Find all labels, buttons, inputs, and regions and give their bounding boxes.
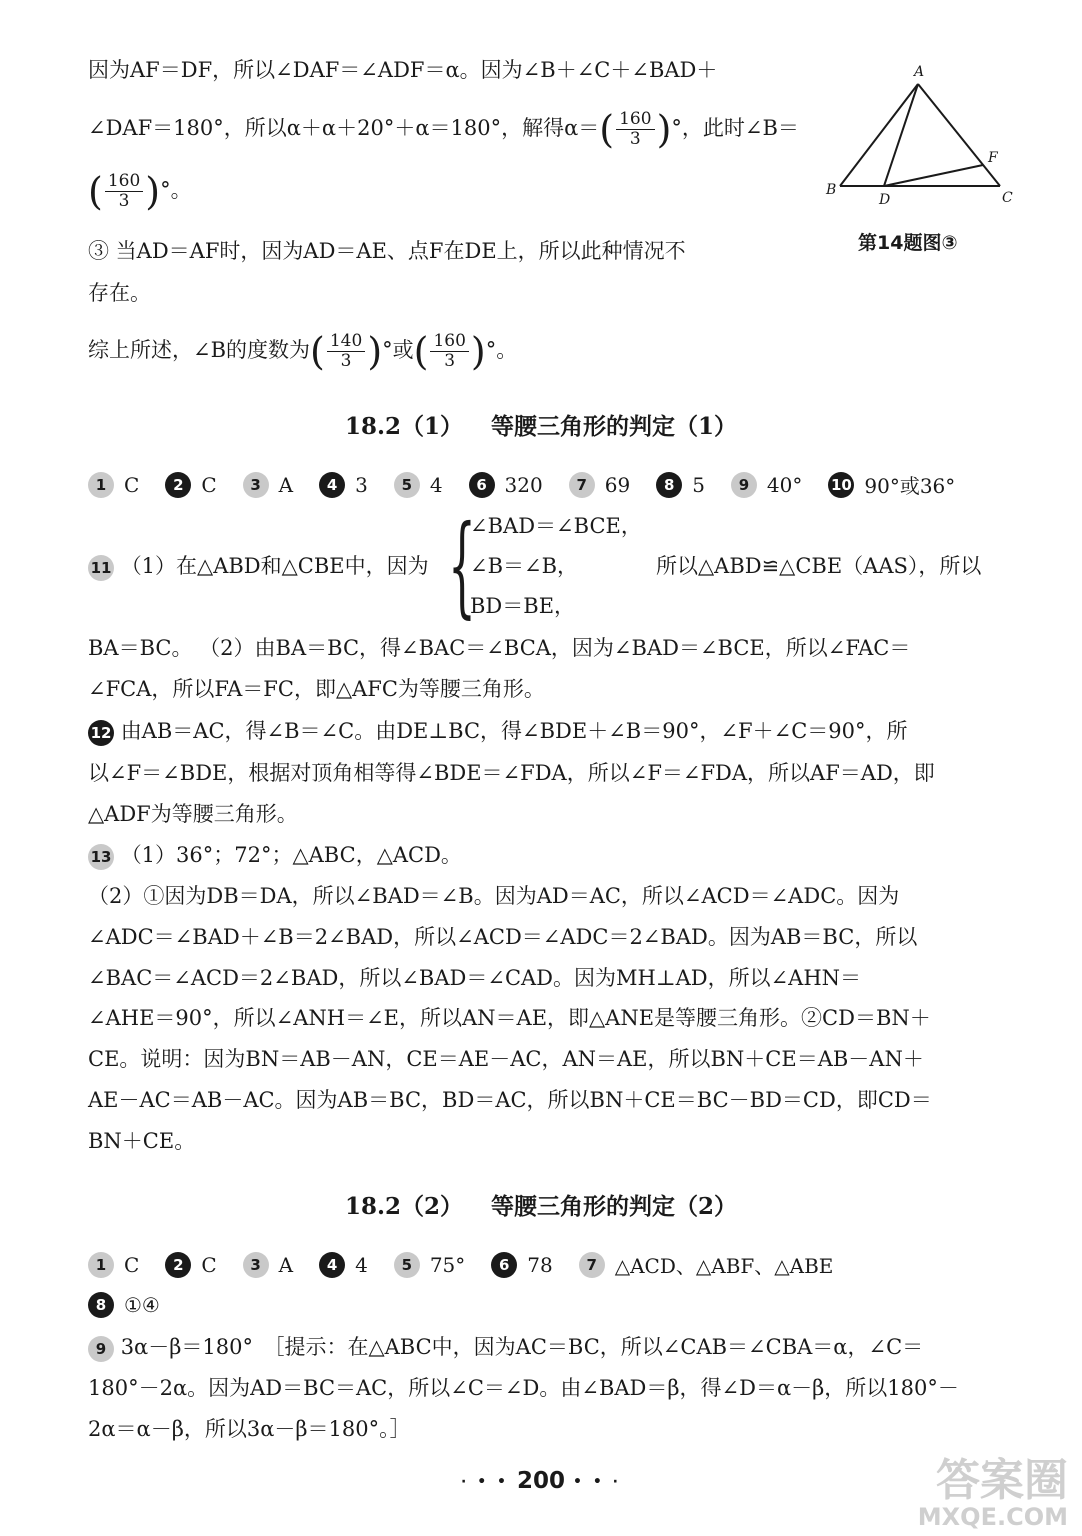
q9-line: 9 3α－β＝180° ［提示：在△ABC中，因为AC＝BC，所以∠CAB＝∠CBA＝α，∠C＝: [88, 1332, 923, 1362]
question-badge: 8: [88, 1292, 114, 1318]
answer-value: 90°或36°: [864, 474, 956, 498]
question-badge: 4: [319, 472, 345, 498]
answer-value: 320: [504, 472, 543, 497]
watermark-logo: 答案圈: [936, 1455, 1068, 1506]
answer-item: [394, 1252, 465, 1278]
section-title: 等腰三角形的判定（1）: [491, 413, 738, 440]
question-badge: 3: [243, 472, 269, 498]
question-badge: 13: [88, 844, 114, 870]
section-heading: [0, 408, 1082, 441]
question-badge: 5: [394, 472, 420, 498]
text-line: 180°－2α。因为AD＝BC＝AC，所以∠C＝∠D。由∠BAD＝β，得∠D＝α－β，所以180°－: [88, 1376, 959, 1400]
answer-value: 4: [355, 1252, 368, 1277]
answer-value: 75°: [429, 1252, 466, 1277]
question-badge: 1: [88, 1252, 114, 1278]
label-a: A: [914, 64, 925, 80]
question-badge: 5: [394, 1252, 420, 1278]
answer-item: [165, 472, 216, 498]
text-line: BN＋CE。: [88, 1129, 196, 1153]
section-number: 18.2（1）: [344, 413, 463, 440]
answer-value: C: [124, 1252, 140, 1277]
answer-item: [569, 472, 630, 498]
question-badge: 9: [731, 472, 757, 498]
answer-item: [165, 1252, 216, 1278]
question-badge: 1: [88, 472, 114, 498]
text-line: 因为AF＝DF，所以∠DAF＝∠ADF＝α。因为∠B＋∠C＋∠BAD＋: [88, 58, 718, 82]
text-line: AE－AC＝AB－AC。因为AB＝BC，BD＝AC，所以BN＋CE＝BC－BD＝CD，即CD＝: [88, 1088, 932, 1112]
answer-item: [469, 472, 543, 498]
text-line: 2α＝α－β，所以3α－β＝180°。］: [88, 1417, 411, 1441]
answer-item: [88, 1252, 139, 1278]
condition-line: ∠BAD＝∠BCE，: [470, 514, 642, 538]
label-c: C: [1002, 190, 1013, 206]
watermark-url: MXQE.COM: [917, 1503, 1068, 1531]
label-b: B: [826, 182, 837, 198]
answer-value: 69: [604, 472, 631, 497]
text-line: ( $\frac{160}{3}$ )°。: [88, 169, 192, 214]
watermark: [917, 1455, 1068, 1531]
answer-value: 40°: [766, 472, 803, 497]
q11-line: 11 （1）在△ABD和△CBE中，因为: [88, 551, 429, 581]
page-number: 200: [516, 1468, 565, 1494]
q12-line: 12 由AB＝AC，得∠B＝∠C。由DE⊥BC，得∠BDE＋∠B＝90°，∠F＋∠C＝90°，所: [88, 716, 908, 746]
figure-caption: 第14题图③: [858, 232, 958, 254]
answer-item: [579, 1250, 834, 1279]
question-badge: 12: [88, 720, 114, 746]
answer-item: [243, 472, 293, 498]
q13-line: 13 （1）36°；72°；△ABC，△ACD。: [88, 840, 462, 870]
question-badge: 3: [243, 1252, 269, 1278]
question-badge: 2: [165, 472, 191, 498]
fraction: $\frac{160}{3}$: [430, 332, 468, 371]
answer-value: A: [278, 1252, 294, 1277]
fraction: $\frac{140}{3}$: [327, 332, 365, 371]
answer-item: [88, 472, 139, 498]
text-line: ∠ADC＝∠BAD＋∠B＝2∠BAD，所以∠ACD＝∠ADC＝2∠BAD。因为AB＝BC，所以: [88, 925, 918, 949]
text-line: 所以△ABD≌△CBE（AAS），所以: [656, 554, 982, 578]
answer-item: [491, 1252, 552, 1278]
section-number: 18.2（2）: [344, 1193, 463, 1220]
answer-value: A: [278, 472, 294, 497]
fraction: $\frac{160}{3}$: [616, 110, 654, 149]
answer-value: C: [201, 472, 217, 497]
question-badge: 9: [88, 1336, 114, 1362]
text-line: ③ 当AD＝AF时，因为AD＝AE、点F在DE上，所以此种情况不: [88, 239, 686, 263]
answer-item: [656, 472, 705, 498]
answer-item: [319, 1252, 368, 1278]
segment-df: [884, 165, 983, 186]
section-title: 等腰三角形的判定（2）: [491, 1193, 738, 1220]
segment-ad: [884, 84, 918, 186]
condition-line: BD＝BE，: [470, 594, 576, 618]
question-badge: 8: [656, 472, 682, 498]
text-line: 综上所述，∠B的度数为( $\frac{140}{3}$ )°或( $\frac{160}{3}$ )°。: [88, 329, 518, 374]
answer-value: C: [124, 472, 140, 497]
condition-line: ∠B＝∠B，: [470, 554, 579, 578]
text-line: ∠BAC＝∠ACD＝2∠BAD，所以∠BAD＝∠CAD。因为MH⊥AD，所以∠AHN＝: [88, 966, 862, 990]
answer-row: [88, 470, 981, 499]
answer-value: 5: [692, 472, 705, 497]
answer-item: [319, 472, 368, 498]
footer-dots-right: • • ·: [573, 1473, 621, 1490]
answer-item: [731, 472, 802, 498]
text-line: ∠DAF＝180°，所以α＋α＋20°＋α＝180°，解得α＝( $\frac{160}{3}$ )°，此时∠B＝: [88, 107, 799, 152]
answer-row: [88, 1250, 859, 1279]
answer-value: C: [201, 1252, 217, 1277]
answer-item: [828, 470, 955, 499]
text-line: BA＝BC。 （2）由BA＝BC，得∠BAC＝∠BCA，因为∠BAD＝∠BCE，所以∠FAC＝: [88, 636, 911, 660]
question-badge: 4: [319, 1252, 345, 1278]
text-line: ∠AHE＝90°，所以∠ANH＝∠E，所以AN＝AE，即△ANE是等腰三角形。②CD＝BN＋: [88, 1006, 931, 1030]
label-f: F: [988, 150, 998, 166]
answer-value: △ACD、△ABF、△ABE: [614, 1254, 834, 1278]
text-line: CE。说明：因为BN＝AB－AN，CE＝AE－AC，AN＝AE，所以BN＋CE＝AB－AN＋: [88, 1047, 924, 1071]
fraction: $\frac{160}{3}$: [105, 172, 143, 211]
question-badge: 10: [828, 472, 854, 498]
section-heading: [0, 1188, 1082, 1221]
question-badge: 6: [469, 472, 495, 498]
question-badge: 6: [491, 1252, 517, 1278]
question-badge: 7: [579, 1252, 605, 1278]
text-line: △ADF为等腰三角形。: [88, 802, 298, 826]
segment-ab: [840, 84, 918, 186]
question-badge: 7: [569, 472, 595, 498]
question-badge: 11: [88, 555, 114, 581]
answer-value: 3: [355, 472, 368, 497]
label-d: D: [879, 192, 891, 208]
answer-item: [394, 472, 443, 498]
answer-value: 78: [527, 1252, 553, 1277]
text-line: 存在。: [88, 281, 151, 305]
question-badge: 2: [165, 1252, 191, 1278]
text-line: ∠FCA，所以FA＝FC，即△AFC为等腰三角形。: [88, 677, 545, 701]
text-line: （2）①因为DB＝DA，所以∠BAD＝∠B。因为AD＝AC，所以∠ACD＝∠ADC。因为: [88, 884, 900, 908]
answer-value: ①④: [124, 1293, 160, 1317]
answer-item: [88, 1292, 160, 1318]
triangle-figure: [822, 58, 1022, 208]
answer-value: 4: [429, 472, 443, 497]
brace-glyph: {: [448, 501, 476, 629]
answer-row: [88, 1292, 186, 1318]
footer-dots-left: · • •: [461, 1473, 509, 1490]
text-line: 以∠F＝∠BDE，根据对顶角相等得∠BDE＝∠FDA，所以∠F＝∠FDA，所以AF＝AD，即: [88, 761, 935, 785]
answer-item: [243, 1252, 293, 1278]
